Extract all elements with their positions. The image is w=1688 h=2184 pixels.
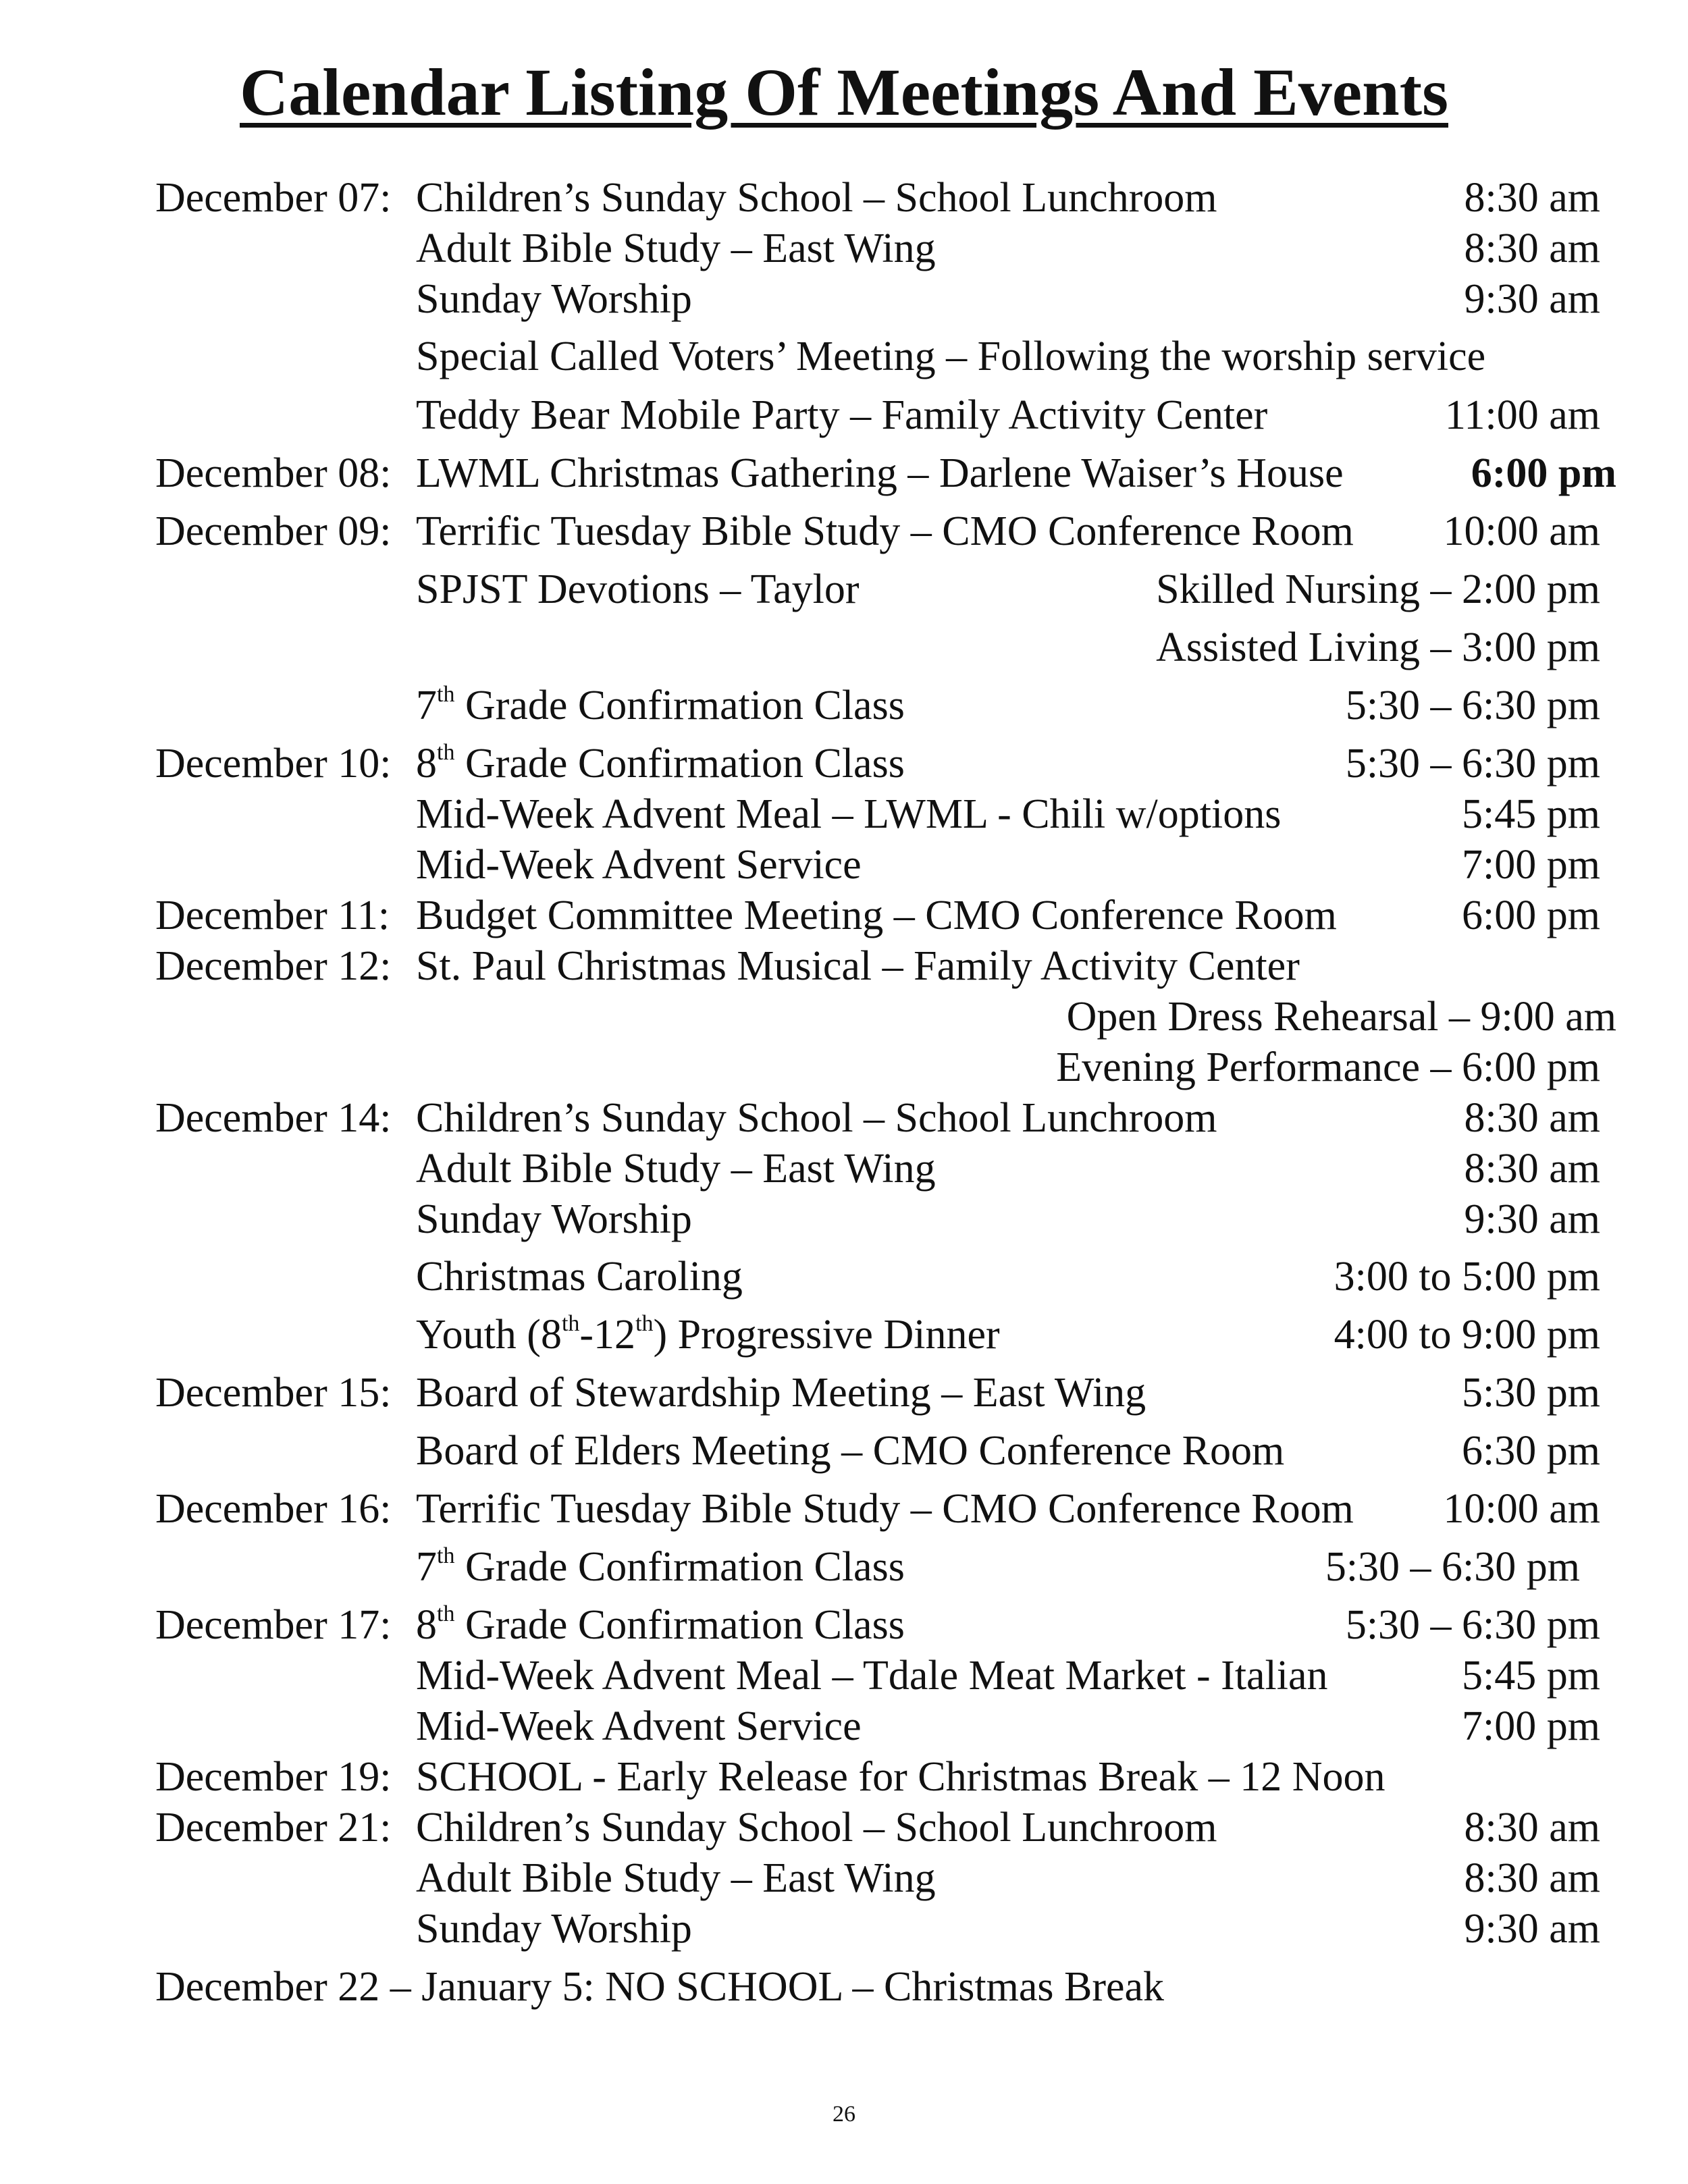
event-date: December 08:	[155, 450, 392, 496]
event-time: 8:30 am	[1464, 175, 1600, 221]
event-row	[0, 450, 1688, 497]
event-time: 8:30 am	[1464, 1805, 1600, 1850]
event-time: 9:30 am	[1464, 1906, 1600, 1952]
event-time: 5:30 – 6:30 pm	[1325, 1544, 1580, 1590]
event-name: Board of Elders Meeting – CMO Conference Room	[416, 1428, 1285, 1474]
event-time: 10:00 am	[1443, 1486, 1600, 1532]
event-time: 6:00 pm	[1462, 893, 1600, 938]
event-name: Adult Bible Study – East Wing	[416, 225, 936, 271]
event-name: Children’s Sunday School – School Lunchroom	[416, 175, 1217, 221]
grade-number: 8	[416, 741, 437, 787]
event-row	[0, 566, 1688, 613]
event-name: Mid-Week Advent Meal – Tdale Meat Market - Italian	[416, 1653, 1328, 1699]
event-time: 5:45 pm	[1462, 1653, 1600, 1699]
event-name: LWML Christmas Gathering – Darlene Waiser’s House	[416, 450, 1344, 496]
event-row	[0, 1196, 1688, 1243]
event-time: 10:00 am	[1443, 508, 1600, 554]
event-row	[0, 1253, 1688, 1300]
event-name-rest: Grade Confirmation Class	[454, 683, 905, 728]
event-time: 5:30 – 6:30 pm	[1345, 741, 1600, 787]
event-name: Mid-Week Advent Service	[416, 842, 862, 888]
event-date: December 15:	[155, 1370, 392, 1416]
event-row	[0, 1427, 1688, 1474]
event-row	[0, 333, 1688, 380]
event-name: Mid-Week Advent Service	[416, 1703, 862, 1749]
event-time: 8:30 am	[1464, 225, 1600, 271]
event-row	[0, 275, 1688, 323]
event-name: Children’s Sunday School – School Lunchroom	[416, 1805, 1217, 1850]
ordinal-suffix: th	[437, 740, 455, 766]
event-row	[0, 174, 1688, 221]
event-name-part: Youth (8	[416, 1312, 562, 1358]
event-time: 3:00 to 5:00 pm	[1334, 1254, 1600, 1300]
page-title: Calendar Listing Of Meetings And Events	[240, 55, 1448, 130]
event-name-rest: Grade Confirmation Class	[454, 1544, 905, 1590]
grade-number: 7	[416, 1544, 437, 1590]
ordinal-suffix: th	[635, 1311, 654, 1337]
event-time: 6:30 pm	[1462, 1428, 1600, 1474]
event-name	[416, 1311, 1000, 1358]
event-row	[0, 1369, 1688, 1416]
event-row	[0, 993, 1688, 1040]
event-name	[416, 682, 905, 729]
event-row	[0, 1855, 1688, 1902]
event-row	[0, 1652, 1688, 1699]
event-date: December 17:	[155, 1602, 392, 1648]
event-name	[416, 740, 905, 787]
event-name: St. Paul Christmas Musical – Family Activity Center	[416, 943, 1300, 989]
event-name	[416, 1601, 905, 1649]
event-date: December 07:	[155, 175, 392, 221]
event-date: December 11:	[155, 893, 390, 938]
event-time: 5:45 pm	[1462, 791, 1600, 837]
event-row	[0, 1753, 1688, 1801]
event-row	[0, 791, 1688, 838]
event-name: Christmas Caroling	[416, 1254, 743, 1300]
event-date: December 12:	[155, 943, 392, 989]
event-date: December 14:	[155, 1095, 392, 1141]
event-time: Skilled Nursing – 2:00 pm	[1156, 566, 1600, 612]
event-row	[0, 942, 1688, 990]
event-date: December 10:	[155, 741, 392, 787]
event-date: December 16:	[155, 1486, 392, 1532]
ordinal-suffix: th	[437, 682, 455, 708]
event-time: 4:00 to 9:00 pm	[1334, 1312, 1600, 1358]
event-name: Special Called Voters’ Meeting – Following the worship service	[416, 334, 1486, 379]
event-name: SCHOOL - Early Release for Christmas Break – 12 Noon	[416, 1754, 1386, 1800]
event-row	[0, 1485, 1688, 1533]
event-name	[416, 1543, 905, 1591]
event-time: 9:30 am	[1464, 276, 1600, 322]
event-row	[0, 225, 1688, 272]
event-range: December 22 – January 5: NO SCHOOL – Christmas Break	[155, 1964, 1165, 2010]
grade-number: 8	[416, 1602, 437, 1648]
event-name-part: ) Progressive Dinner	[653, 1312, 1000, 1358]
event-time: 7:00 pm	[1462, 1703, 1600, 1749]
event-date: December 21:	[155, 1805, 392, 1850]
event-time: Assisted Living – 3:00 pm	[1156, 624, 1600, 670]
event-row	[0, 740, 1688, 787]
event-date: December 19:	[155, 1754, 392, 1800]
event-row	[0, 1145, 1688, 1192]
event-row	[0, 682, 1688, 729]
event-time: 5:30 pm	[1462, 1370, 1600, 1416]
event-session: Evening Performance – 6:00 pm	[1056, 1044, 1600, 1090]
event-row	[0, 1905, 1688, 1952]
event-name: Teddy Bear Mobile Party – Family Activity Center	[416, 392, 1268, 438]
event-name: Sunday Worship	[416, 1906, 692, 1952]
event-row	[0, 508, 1688, 555]
event-row	[0, 624, 1688, 671]
event-time: 5:30 – 6:30 pm	[1345, 683, 1600, 728]
event-time: 5:30 – 6:30 pm	[1345, 1602, 1600, 1648]
event-time: 7:00 pm	[1462, 842, 1600, 888]
event-name: Sunday Worship	[416, 1196, 692, 1242]
ordinal-suffix: th	[437, 1543, 455, 1569]
page-number: 26	[833, 2102, 855, 2127]
event-time: 9:30 am	[1464, 1196, 1600, 1242]
event-name-rest: Grade Confirmation Class	[454, 741, 905, 787]
event-name: Adult Bible Study – East Wing	[416, 1146, 936, 1192]
event-row	[0, 1703, 1688, 1750]
event-name: SPJST Devotions – Taylor	[416, 566, 860, 612]
event-name: Mid-Week Advent Meal – LWML - Chili w/options	[416, 791, 1282, 837]
event-row	[0, 1311, 1688, 1358]
event-row	[0, 841, 1688, 888]
ordinal-suffix: th	[561, 1311, 580, 1337]
event-name: Terrific Tuesday Bible Study – CMO Conference Room	[416, 508, 1354, 554]
event-name: Budget Committee Meeting – CMO Conference Room	[416, 893, 1337, 938]
event-name: Adult Bible Study – East Wing	[416, 1855, 936, 1901]
grade-number: 7	[416, 683, 437, 728]
event-row	[0, 1804, 1688, 1851]
event-row	[0, 892, 1688, 939]
event-time: 11:00 am	[1444, 392, 1600, 438]
event-row	[0, 1044, 1688, 1091]
event-name: Sunday Worship	[416, 276, 692, 322]
event-name-rest: Grade Confirmation Class	[454, 1602, 905, 1648]
event-row	[0, 392, 1688, 439]
event-date: December 09:	[155, 508, 392, 554]
event-time: 8:30 am	[1464, 1146, 1600, 1192]
event-name: Board of Stewardship Meeting – East Wing	[416, 1370, 1146, 1416]
event-session: Open Dress Rehearsal – 9:00 am	[1066, 994, 1616, 1040]
event-row	[0, 1963, 1688, 2010]
event-time: 6:00 pm	[1471, 450, 1616, 496]
event-time: 8:30 am	[1464, 1855, 1600, 1901]
event-name: Terrific Tuesday Bible Study – CMO Conference Room	[416, 1486, 1354, 1532]
event-row	[0, 1601, 1688, 1649]
event-row	[0, 1543, 1688, 1591]
ordinal-suffix: th	[437, 1601, 455, 1627]
event-row	[0, 1094, 1688, 1142]
event-time: 8:30 am	[1464, 1095, 1600, 1141]
event-name: Children’s Sunday School – School Lunchroom	[416, 1095, 1217, 1141]
event-name-part: -12	[579, 1312, 636, 1358]
